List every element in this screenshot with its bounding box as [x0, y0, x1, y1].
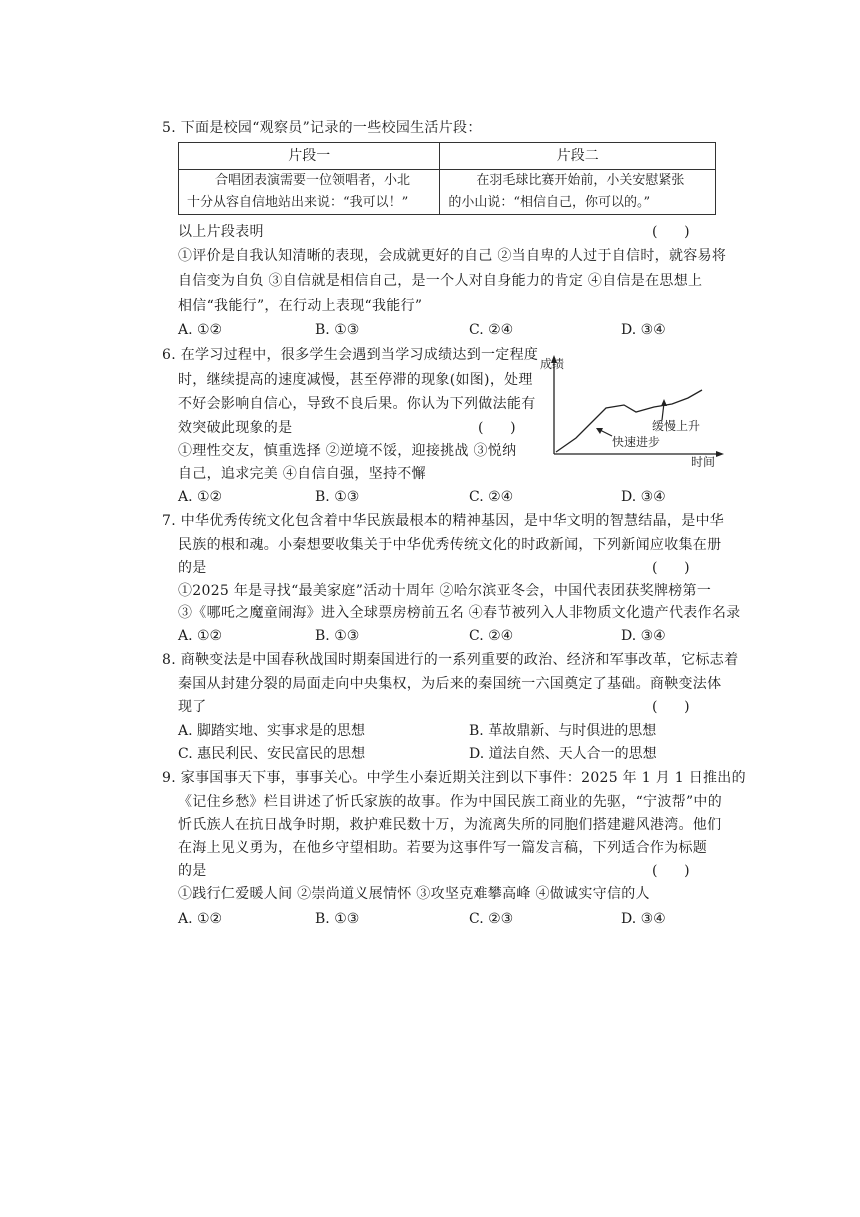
q5-option-a[interactable]: A. ①② — [178, 322, 223, 338]
q6-option-b[interactable]: B. ①③ — [315, 489, 360, 505]
q8-option-b[interactable]: B. 革故鼎新、与时俱进的思想 — [469, 723, 657, 739]
x-axis-arrow-icon — [716, 451, 724, 457]
q7-option-c[interactable]: C. ②④ — [469, 628, 514, 644]
q9-answer-blank: ( ) — [652, 863, 690, 879]
y-axis-label: 成绩 — [540, 357, 565, 371]
q6-option-c[interactable]: C. ②④ — [469, 489, 514, 505]
q8-option-d[interactable]: D. 道法自然、天人合一的思想 — [469, 746, 657, 762]
q5-item-line-2: 自信变为自负 ③自信就是相信自己，是一个人对自身能力的肯定 ④自信是在思想上 — [178, 273, 703, 289]
q7-option-d[interactable]: D. ③④ — [621, 628, 666, 644]
q6-line-3: 不好会影响自信心，导致不良后果。你认为下列做法能有 — [178, 396, 536, 412]
q7-line-5: ③《哪吒之魔童闹海》进入全球票房榜前五名 ④春节被列入人非物质文化遗产代表作名录 — [178, 605, 741, 621]
q6-line-1: 6. 在学习过程中，很多学生会遇到当学习成绩达到一定程度 — [162, 347, 539, 363]
q8-line-2: 秦国从封建分裂的局面走向中央集权，为后来的秦国统一六国奠定了基础。商鞅变法体 — [178, 676, 722, 692]
q7-answer-blank: ( ) — [652, 560, 690, 576]
q5-item-line-3: 相信“我能行”，在行动上表现“我能行” — [178, 298, 423, 314]
q9-line-1: 9. 家事国事天下事，事事关心。中学生小秦近期关注到以下事件：2025 年 1 月 1 日推出的 — [162, 770, 746, 786]
table-header-fragment-1: 片段一 — [179, 143, 440, 170]
q5-answer-blank: ( ) — [652, 224, 690, 240]
q6-line-4: 效突破此现象的是 — [178, 420, 293, 436]
cell1-line2: 十分从容自信地站出来说：“我可以！” — [187, 195, 409, 210]
q9-line-5: 的是 — [178, 863, 207, 879]
cell2-line2: 的小山说：“相信自己，你可以的。” — [448, 195, 651, 210]
q9-option-d[interactable]: D. ③④ — [621, 911, 666, 927]
q6-line-2: 时，继续提高的速度减慢，甚至停滞的现象(如图)，处理 — [178, 372, 533, 388]
q7-line-2: 民族的根和魂。小秦想要收集关于中华优秀传统文化的时政新闻，下列新闻应收集在册 — [178, 537, 722, 553]
fast-progress-arrow — [600, 430, 612, 436]
table-header-fragment-2: 片段二 — [440, 143, 716, 170]
q8-option-a[interactable]: A. 脚踏实地、实事求是的思想 — [178, 723, 366, 739]
slow-rise-label: 缓慢上升 — [652, 419, 701, 433]
cell2-line1: 在羽毛球比赛开始前，小关安慰紧张 — [476, 173, 685, 188]
q7-option-a[interactable]: A. ①② — [178, 628, 223, 644]
q7-line-4: ①2025 年是寻找“最美家庭”活动十周年 ②哈尔滨亚冬会，中国代表团获奖牌榜第一 — [178, 583, 712, 599]
q9-line-4: 在海上见义勇为，在他乡守望相助。若要为这事件写一篇发言稿，下列适合作为标题 — [178, 840, 708, 856]
q5-option-d[interactable]: D. ③④ — [621, 322, 666, 338]
q9-line-2: 《记住乡愁》栏目讲述了忻氏家族的故事。作为中国民族工商业的先驱，“宁波帮”中的 — [178, 794, 723, 810]
q8-answer-blank: ( ) — [652, 699, 690, 715]
cell1-line1: 合唱团表演需要一位领唱者，小北 — [215, 173, 411, 188]
q5-option-c[interactable]: C. ②④ — [469, 322, 514, 338]
q8-line-1: 8. 商鞅变法是中国春秋战国时期秦国进行的一系列重要的政治、经济和军事改革，它标志着 — [162, 652, 739, 668]
q9-line-3: 忻氏族人在抗日战争时期，救护难民数十万，为流离失所的同胞们搭建避风港湾。他们 — [178, 817, 722, 833]
q6-line-6: 自己，追求完美 ④自信自强，坚持不懈 — [178, 466, 426, 482]
q8-option-c[interactable]: C. 惠民利民、安民富民的思想 — [178, 746, 366, 762]
q8-line-3: 现了 — [178, 699, 207, 715]
q6-option-d[interactable]: D. ③④ — [621, 489, 666, 505]
q9-option-a[interactable]: A. ①② — [178, 911, 223, 927]
q9-option-c[interactable]: C. ②③ — [469, 911, 514, 927]
q5-fragment-table — [178, 142, 716, 215]
q9-option-b[interactable]: B. ①③ — [315, 911, 360, 927]
q7-option-b[interactable]: B. ①③ — [315, 628, 360, 644]
q7-line-3: 的是 — [178, 560, 207, 576]
q5-option-b[interactable]: B. ①③ — [315, 322, 360, 338]
learning-curve-chart — [540, 350, 730, 470]
q6-answer-blank: ( ) — [478, 420, 516, 436]
x-axis-label: 时间 — [691, 455, 716, 469]
slow-rise-arrow-icon — [661, 399, 667, 406]
fast-progress-label: 快速进步 — [612, 435, 661, 449]
table-cell-fragment-2 — [440, 170, 716, 215]
q6-line-5: ①理性交友，慎重选择 ②逆境不馁，迎接挑战 ③悦纳 — [178, 443, 517, 459]
q7-line-1: 7. 中华优秀传统文化包含着中华民族最根本的精神基因，是中华文明的智慧结晶，是中华 — [162, 513, 725, 529]
q5-item-line-1: ①评价是自我认知清晰的表现，会成就更好的自己 ②当自卑的人过于自信时，就容易将 — [178, 248, 727, 264]
table-cell-fragment-1 — [179, 170, 440, 215]
q9-line-6: ①践行仁爱暖人间 ②崇尚道义展情怀 ③攻坚克难攀高峰 ④做诚实守信的人 — [178, 886, 650, 902]
q5-prompt: 以上片段表明 — [178, 224, 264, 240]
q5-stem: 5. 下面是校园“观察员”记录的一些校园生活片段： — [162, 120, 482, 136]
q6-option-a[interactable]: A. ①② — [178, 489, 223, 505]
